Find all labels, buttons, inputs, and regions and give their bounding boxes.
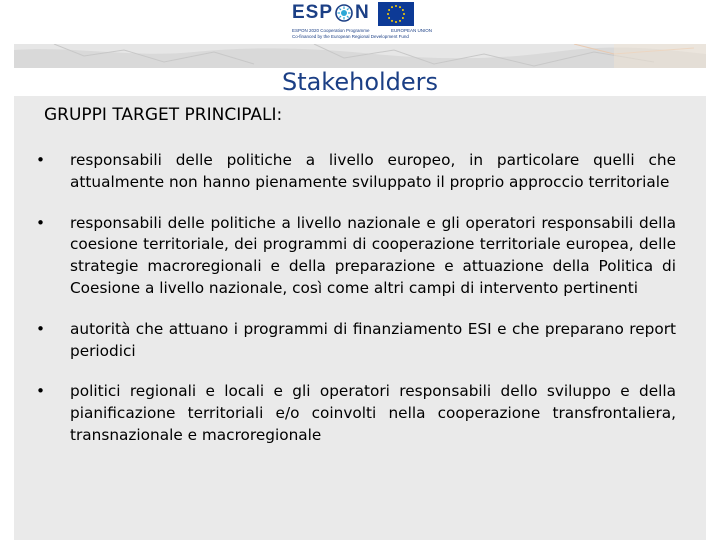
header [0, 0, 720, 48]
list-item [36, 213, 676, 300]
list-item [36, 381, 676, 446]
bullet-text: autorità che attuano i programmi di finanziamento ESI e che preparano report periodici [70, 319, 676, 360]
logo-letters-left: ESP [292, 2, 334, 23]
bullet-icon: • [36, 319, 46, 338]
bullet-icon: • [36, 382, 46, 401]
fund-caption: Co-financed by the European Regional Development Fund [292, 34, 409, 39]
bullet-text: responsabili delle politiche a livello nazionale e gli operatori responsabili della coesione territoriale, dei programmi di cooperazione territoriale europea, delle strategie macroregionali e della preparazione e attuazione della Politica di Coesione a livello nazionale, così come altri campi di intervento pertinenti [70, 213, 676, 297]
map-banner-decoration [14, 44, 706, 70]
programme-caption: ESPON 2020 Cooperation Programme [292, 28, 370, 33]
bullet-icon: • [36, 151, 46, 169]
bullet-icon: • [36, 213, 46, 232]
logo-letters-right: N [355, 2, 370, 23]
bullet-text: politici regionali e locali e gli operatori responsabili dello sviluppo e della pianificazione territoriali e/o coinvolti nella cooperazione transfrontaliera, transnazionale e macroregionale [70, 382, 676, 444]
eu-caption: EUROPEAN UNION [390, 28, 432, 33]
espon-wordmark [292, 2, 370, 24]
bullet-list [36, 150, 676, 466]
slide-title: Stakeholders [14, 68, 706, 96]
espon-sun-icon [335, 4, 353, 22]
slide-subtitle: GRUPPI TARGET PRINCIPALI: [44, 105, 283, 125]
list-item [36, 150, 676, 194]
logo-caption-row [292, 34, 432, 40]
espon-logo [292, 2, 432, 44]
list-item [36, 319, 676, 363]
bullet-text: responsabili delle politiche a livello europeo, in particolare quelli che attualmente non hanno pienamente sviluppato il proprio approccio territoriale [70, 151, 676, 191]
eu-flag-icon [378, 2, 414, 26]
logo-caption [292, 28, 432, 40]
